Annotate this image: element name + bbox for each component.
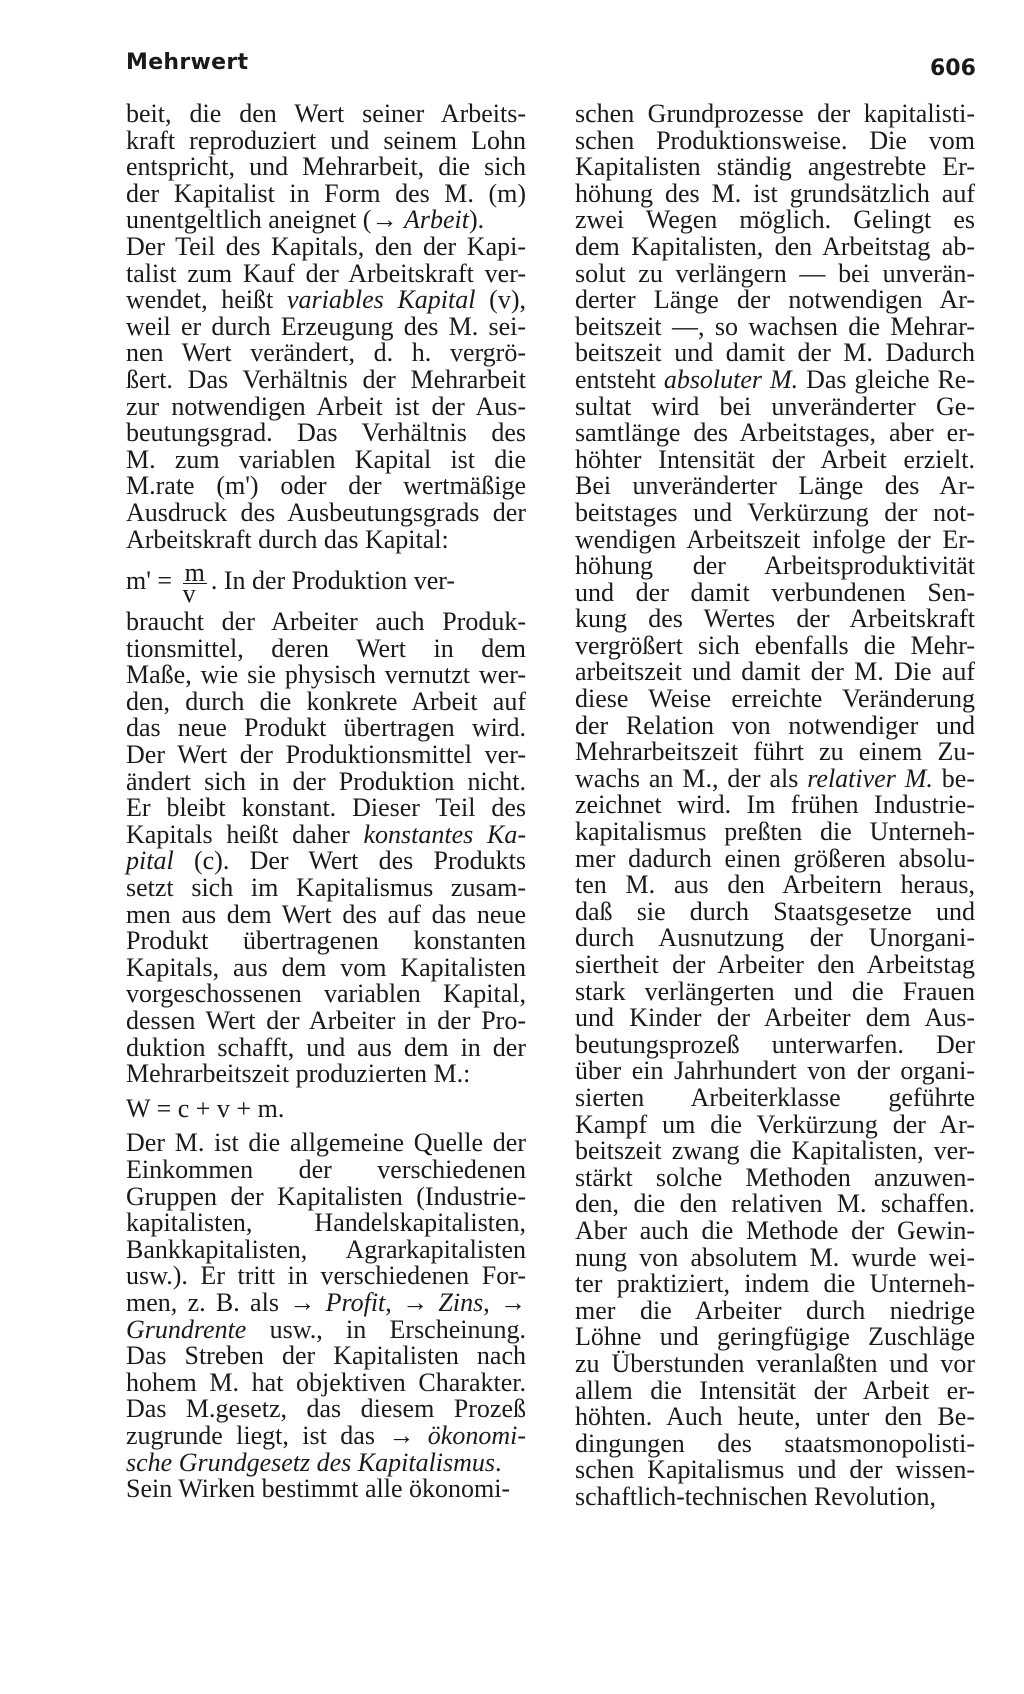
text-line: W = c + v + m.	[126, 1093, 285, 1123]
text-line: Kapitals heißt daher konstantes Ka-	[126, 819, 526, 849]
text-line: den, die den relativen M. schaffen.	[575, 1189, 975, 1219]
italic-term: sche Grundgesetz des Kapitalismus	[126, 1447, 496, 1477]
text-line: sche Grundgesetz des Kapitalismus.	[126, 1447, 502, 1477]
text-line: unentgeltlich aneignet (→ Arbeit).	[126, 205, 485, 235]
text-line: usw.). Er tritt in verschiedenen For-	[126, 1261, 526, 1291]
text-line: allem die Intensität der Arbeit er-	[575, 1375, 975, 1405]
text-line: nung von absolutem M. wurde wei-	[575, 1242, 975, 1272]
text-line: Gruppen der Kapitalisten (Industrie-	[126, 1181, 526, 1211]
text-line: Der M. ist die allgemeine Quelle der	[126, 1128, 526, 1158]
text-line: höhung des M. ist grundsätzlich auf	[575, 178, 975, 208]
fraction	[182, 557, 207, 608]
text-line: hohem M. hat objektiven Charakter.	[126, 1367, 526, 1397]
text-line: ter praktiziert, indem die Unterneh-	[575, 1269, 975, 1299]
italic-term: absoluter M.	[663, 364, 799, 394]
text-line: höhter Intensität der Arbeit erzielt.	[575, 444, 975, 474]
text-line: wachs an M., der als relativer M. be-	[575, 763, 975, 793]
italic-term: Grundrente	[126, 1314, 247, 1344]
text-line: Löhne und geringfügige Zuschläge	[575, 1322, 975, 1352]
text-line: Produkt übertragenen konstanten	[126, 926, 526, 956]
text-line: diese Weise erreichte Veränderung	[575, 684, 975, 714]
text-line: beitstages und Verkürzung der not-	[575, 497, 975, 527]
text-line: vorgeschossenen variablen Kapital,	[126, 979, 526, 1009]
text-line: arbeitszeit und damit der M. Die auf	[575, 657, 975, 687]
text-line: Arbeitskraft durch das Kapital:	[126, 524, 449, 554]
text-line: Ausdruck des Ausbeutungsgrads der	[126, 497, 526, 527]
text-line: zeichnet wird. Im frühen Industrie-	[575, 790, 975, 820]
text-line: samtlänge des Arbeitstages, aber er-	[575, 418, 975, 448]
text-line: der Kapitalist in Form des M. (m)	[126, 178, 526, 208]
text-line: siertheit der Arbeiter den Arbeitstag	[575, 950, 975, 979]
text-line: Kapitals, aus dem vom Kapitalisten	[126, 952, 526, 982]
text-line: Maße, wie sie physisch vernutzt wer-	[126, 660, 526, 690]
text-line: Mehrarbeitszeit produzierten M.:	[126, 1059, 471, 1089]
text-line: sultat wird bei unveränderter Ge-	[575, 391, 975, 421]
text-line: Einkommen der verschiedenen	[126, 1154, 526, 1184]
text-line: Kapitalisten ständig angestrebte Er-	[575, 152, 975, 182]
text-line: über ein Jahrhundert von der organi-	[575, 1056, 975, 1086]
italic-term: konstantes Ka-	[363, 819, 526, 849]
text-line: sierten Arbeiterklasse geführte	[575, 1082, 975, 1112]
page-number: 606	[930, 56, 976, 81]
italic-term: Profit	[325, 1287, 386, 1317]
italic-term: relativer M.	[807, 763, 933, 793]
text-line: kapitalismus preßten die Unterneh-	[575, 817, 975, 847]
text-line: zugrunde liegt, ist das → ökonomi-	[126, 1420, 526, 1450]
right-text-column	[575, 101, 975, 1510]
text-line: Bei unveränderter Länge des Ar-	[575, 471, 975, 501]
text-line: men aus dem Wert des auf das neue	[126, 899, 526, 929]
fraction-numerator: m	[184, 557, 205, 587]
text-line: stärkt solche Methoden anzuwen-	[575, 1162, 975, 1192]
text-line: entspricht, und Mehrarbeit, die sich	[126, 152, 526, 182]
text-line: derter Länge der notwendigen Ar-	[575, 285, 975, 315]
text-line: ten M. aus den Arbeitern heraus,	[575, 870, 975, 900]
text-line: höhung der Arbeitsproduktivität	[575, 551, 975, 581]
text-line: M. zum variablen Kapital ist die	[126, 444, 526, 474]
text-line: tionsmittel, deren Wert in dem	[126, 633, 526, 663]
text-line: Bankkapitalisten, Agrarkapitalisten	[126, 1234, 526, 1264]
fraction-denominator: v	[182, 578, 196, 608]
text-line: nen Wert verändert, d. h. vergrö-	[126, 338, 526, 368]
text-line: mer dadurch einen größeren absolu-	[575, 843, 975, 873]
text-line: M.rate (m') oder der wertmäßige	[126, 471, 526, 501]
text-line: Kampf um die Verkürzung der Ar-	[575, 1109, 975, 1139]
text-line: kraft reproduziert und seinem Lohn	[126, 125, 526, 155]
text-line: schen Kapitalismus und der wissen-	[575, 1455, 975, 1485]
text-line: kung des Wertes der Arbeitskraft	[575, 604, 975, 634]
text-line: ändert sich in der Produktion nicht.	[126, 766, 526, 796]
text-line: pital (c). Der Wert des Produkts	[126, 846, 526, 876]
text-line: Mehrarbeitszeit führt zu einem Zu-	[575, 737, 975, 767]
text-line: wendet, heißt variables Kapital (v),	[126, 285, 526, 315]
text-line: schen Produktionsweise. Die vom	[575, 125, 975, 155]
text-line: m' = $\frac{m}{v}$ . In der Produktion ver-	[126, 557, 456, 608]
text-line: Das M.gesetz, das diesem Prozeß	[126, 1394, 526, 1424]
text-line: mer die Arbeiter durch niedrige	[575, 1295, 975, 1325]
text-line: beitszeit zwang die Kapitalisten, ver-	[575, 1136, 975, 1166]
text-line: und Kinder der Arbeiter dem Aus-	[575, 1003, 975, 1033]
text-line: Sein Wirken bestimmt alle ökonomi-	[126, 1474, 511, 1504]
italic-term: ökonomi-	[427, 1420, 526, 1450]
text-line: zur notwendigen Arbeit ist der Aus-	[126, 391, 526, 421]
italic-term: variables Kapital	[286, 285, 476, 315]
text-line: Das Streben der Kapitalisten nach	[126, 1341, 526, 1371]
text-line: beitszeit —, so wachsen die Mehrar-	[575, 311, 975, 341]
text-line: höhten. Auch heute, unter den Be-	[575, 1402, 975, 1432]
text-line: schaftlich-technischen Revolution,	[575, 1481, 937, 1511]
text-line: braucht der Arbeiter auch Produk-	[126, 607, 526, 637]
text-line: ßert. Das Verhältnis der Mehrarbeit	[126, 364, 526, 394]
text-line: entsteht absoluter M. Das gleiche Re-	[575, 364, 975, 394]
text-line: durch Ausnutzung der Unorgani-	[575, 923, 975, 953]
italic-term: pital	[126, 846, 174, 876]
text-line: weil er durch Erzeugung des M. sei-	[126, 311, 526, 341]
text-line: daß sie durch Staatsgesetze und	[575, 896, 975, 926]
text-line: kapitalisten, Handelskapitalisten,	[126, 1208, 526, 1238]
text-line: schen Grundprozesse der kapitalisti-	[575, 99, 975, 128]
text-line: und der damit verbundenen Sen-	[575, 577, 975, 607]
running-head: Mehrwert	[126, 50, 249, 75]
text-line: Aber auch die Methode der Gewin-	[575, 1215, 975, 1245]
text-line: duktion schafft, und aus dem in der	[126, 1032, 526, 1062]
text-line: Der Wert der Produktionsmittel ver-	[126, 740, 526, 770]
italic-term: Arbeit	[403, 205, 469, 235]
text-line: der Relation von notwendiger und	[575, 710, 975, 740]
text-line: stark verlängerten und die Frauen	[575, 976, 975, 1006]
text-line: wendigen Arbeitszeit infolge der Er-	[575, 524, 975, 554]
text-line: das neue Produkt übertragen wird.	[126, 713, 526, 743]
text-line: Er bleibt konstant. Dieser Teil des	[126, 793, 526, 823]
text-line: talist zum Kauf der Arbeitskraft ver-	[126, 258, 526, 288]
text-line: beutungsprozeß unterwarfen. Der	[575, 1029, 975, 1059]
text-line: solut zu verlängern — bei unverän-	[575, 258, 975, 288]
text-line: beutungsgrad. Das Verhältnis des	[126, 418, 526, 448]
text-line: zu Überstunden veranlaßten und vor	[575, 1348, 975, 1378]
text-line: men, z. B. als → Profit, → Zins, →	[126, 1287, 527, 1317]
text-line: vergrößert sich ebenfalls die Mehr-	[575, 630, 975, 660]
text-line: Der Teil des Kapitals, den der Kapi-	[126, 231, 526, 261]
text-line: dem Kapitalisten, den Arbeitstag ab-	[575, 231, 975, 261]
left-text-column	[126, 101, 526, 1503]
text-line: beit, die den Wert seiner Arbeits-	[126, 99, 526, 128]
text-line: dessen Wert der Arbeiter in der Pro-	[126, 1006, 526, 1035]
text-line: Grundrente usw., in Erscheinung.	[126, 1314, 526, 1344]
text-line: setzt sich im Kapitalismus zusam-	[126, 873, 526, 903]
text-line: den, durch die konkrete Arbeit auf	[126, 686, 526, 716]
italic-term: Zins	[438, 1287, 484, 1317]
text-line: beitszeit und damit der M. Dadurch	[575, 338, 975, 368]
text-line: zwei Wegen möglich. Gelingt es	[575, 205, 975, 235]
text-line: dingungen des staatsmonopolisti-	[575, 1428, 975, 1458]
